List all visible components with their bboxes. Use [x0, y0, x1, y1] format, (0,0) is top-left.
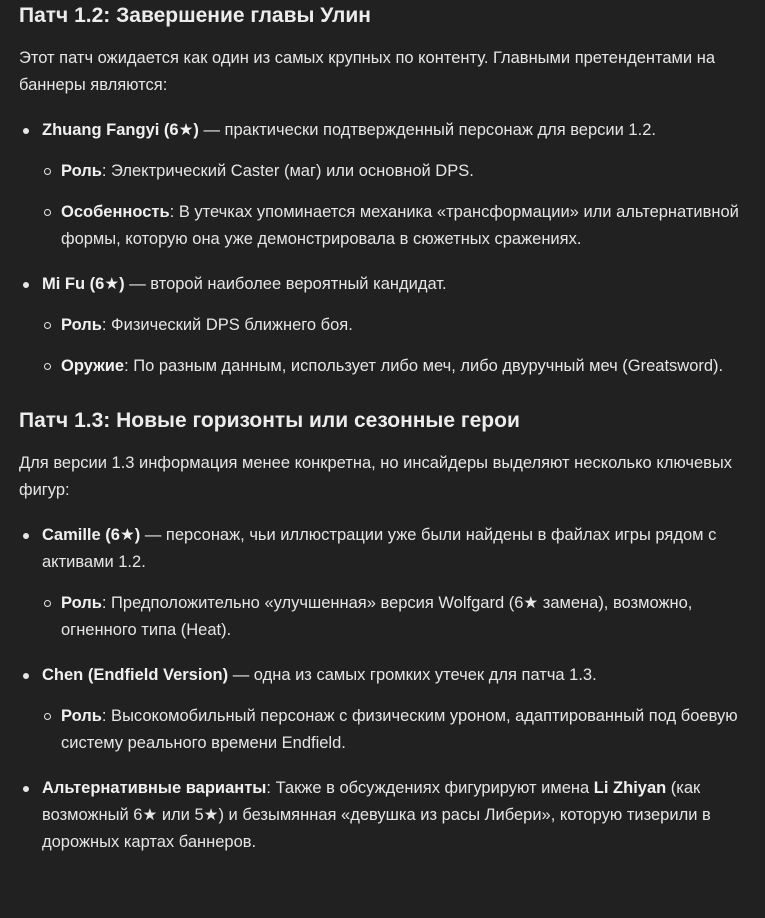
section-intro: Для версии 1.3 информация менее конкретна, но инсайдеры выделяют несколько ключевых фигур:: [19, 454, 733, 499]
sub-list-item: [42, 703, 753, 757]
character-name: Альтернативные варианты: [42, 779, 267, 797]
sub-list: [42, 158, 753, 253]
sub-list: [42, 703, 753, 757]
section-intro: Этот патч ожидается как один из самых крупных по контенту. Главными претендентами на баннеры являются:: [19, 49, 715, 94]
sub-list-item: [42, 158, 753, 185]
sub-text: : Высокомобильный персонаж с физическим уроном, адаптированный под боевую систему реального времени Endfield.: [61, 707, 738, 752]
list-item: [19, 662, 753, 757]
item-text: (как возможный 6★ или 5★) и безымянная «девушка из расы Либери», которую тизерили в дорожных картах баннеров.: [42, 779, 711, 851]
sub-label: Роль: [61, 707, 102, 725]
item-text: : Также в обсуждениях фигурируют имена: [266, 779, 594, 797]
character-name: Camille (6★): [42, 526, 141, 544]
sub-list: [42, 312, 753, 380]
list-item: [19, 117, 753, 253]
list-item: [19, 271, 753, 380]
item-text: — одна из самых громких утечек для патча 1.3.: [228, 666, 597, 684]
list-item: [19, 522, 753, 644]
sub-label: Роль: [61, 594, 102, 612]
item-text: — второй наиболее вероятный кандидат.: [124, 275, 447, 293]
item-text: — практически подтвержденный персонаж для версии 1.2.: [198, 121, 656, 139]
list-item: [19, 775, 753, 856]
sub-list-item: [42, 353, 753, 380]
sub-text: : Физический DPS ближнего боя.: [101, 316, 353, 334]
sub-label: Роль: [61, 316, 102, 334]
character-name: Zhuang Fangyi (6★): [42, 121, 199, 139]
sub-label: Оружие: [61, 357, 125, 375]
sub-text: : Предположительно «улучшенная» версия Wolfgard (6★ замена), возможно, огненного типа (Heat).: [61, 594, 693, 639]
sub-text: : По разным данным, использует либо меч, либо двуручный меч (Greatsword).: [124, 357, 724, 375]
character-name: Mi Fu (6★): [42, 275, 125, 293]
sub-list-item: [42, 590, 753, 644]
sub-list: [42, 590, 753, 644]
character-list: [19, 522, 753, 856]
sub-label: Роль: [61, 162, 102, 180]
sub-list-item: [42, 312, 753, 339]
sub-text: : В утечках упоминается механика «трансформации» или альтернативной формы, которую она уже демонстрировала в сюжетных сражениях.: [61, 203, 739, 248]
character-list: [19, 117, 753, 380]
sub-text: : Электрический Caster (маг) или основной DPS.: [101, 162, 474, 180]
character-name: Li Zhiyan: [593, 779, 667, 797]
character-name: Chen (Endfield Version): [42, 666, 229, 684]
sub-list-item: [42, 199, 753, 253]
sub-label: Особенность: [61, 203, 170, 221]
section-heading: Патч 1.2: Завершение главы Улин: [19, 4, 371, 27]
item-text: — персонаж, чьи иллюстрации уже были найдены в файлах игры рядом с активами 1.2.: [42, 526, 717, 571]
section-heading: Патч 1.3: Новые горизонты или сезонные герои: [19, 409, 520, 432]
